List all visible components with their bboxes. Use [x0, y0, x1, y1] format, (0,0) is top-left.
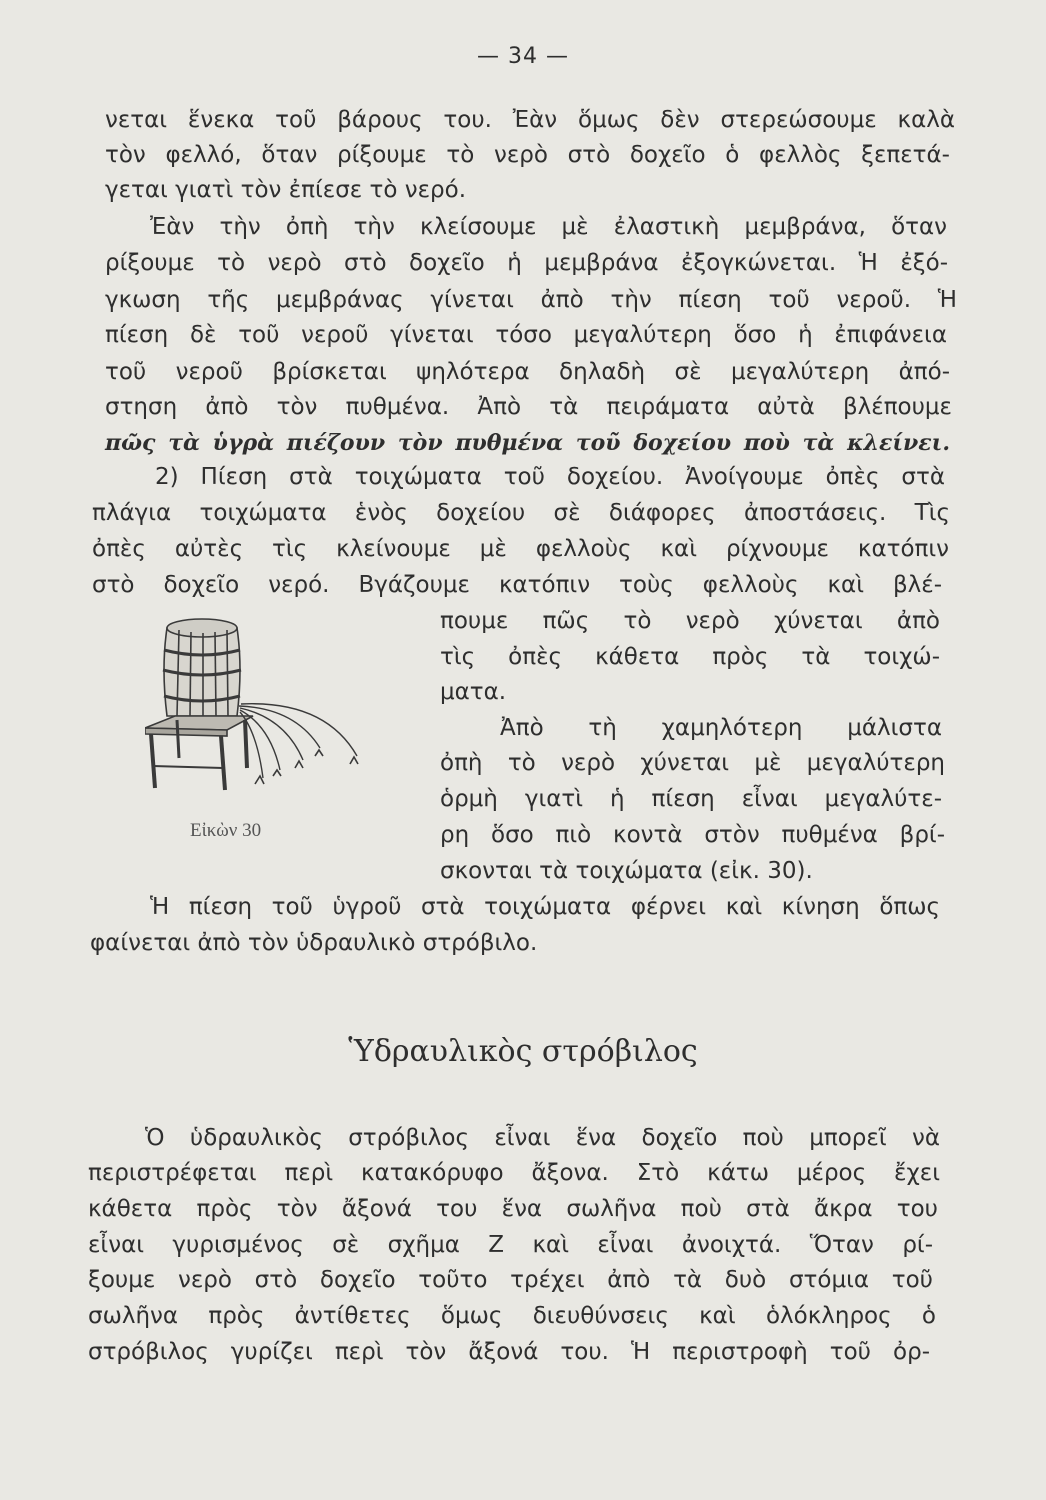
section-heading: Ὑδραυλικὸς στρόβιλος: [348, 1034, 698, 1069]
text-line: στρόβιλος γυρίζει περὶ τὸν ἄξονά του. Ἡ περιστροφὴ τοῦ ὀρ-: [88, 1339, 930, 1365]
text-line: ρίξουμε τὸ νερὸ στὸ δοχεῖο ἡ μεμβράνα ἐξογκώνεται. Ἡ ἐξό-: [105, 250, 948, 276]
text-line: ὀπὴ τὸ νερὸ χύνεται μὲ μεγαλύτερη: [440, 750, 945, 776]
text-line: Ἡ πίεση τοῦ ὑγροῦ στὰ τοιχώματα φέρνει καὶ κίνηση ὅπως: [150, 894, 940, 920]
text-line: ρη ὅσο πιὸ κοντὰ στὸν πυθμένα βρί-: [440, 822, 945, 848]
page-number: — 34 —: [477, 44, 569, 69]
text-line: σωλῆνα πρὸς ἀντίθετες ὅμως διευθύνσεις καὶ ὁλόκληρος ὁ: [88, 1303, 936, 1329]
text-line: ὁρμὴ γιατὶ ἡ πίεση εἶναι μεγαλύτε-: [440, 786, 942, 812]
text-line: Ἀπὸ τὴ χαμηλότερη μάλιστα: [500, 715, 942, 741]
text-line: νεται ἕνεκα τοῦ βάρους του. Ἐὰν ὅμως δὲν στερεώσουμε καλὰ: [105, 107, 955, 133]
text-line: ματα.: [440, 679, 507, 705]
text-line: τὸν φελλό, ὅταν ρίξουμε τὸ νερὸ στὸ δοχεῖο ὁ φελλὸς ξεπετά-: [105, 142, 950, 168]
text-line: εἶναι γυρισμένος σὲ σχῆμα Ζ καὶ εἶναι ἀνοιχτά. Ὅταν ρί-: [88, 1232, 933, 1258]
text-line: 2) Πίεση στὰ τοιχώματα τοῦ δοχείου. Ἀνοίγουμε ὀπὲς στὰ: [155, 464, 945, 490]
figure-caption: Εἰκὼν 30: [190, 820, 262, 841]
emphasized-line: πῶς τὰ ὑγρὰ πιέζουν τὸν πυθμένα τοῦ δοχείου ποὺ τὰ κλείνει.: [105, 430, 950, 456]
text-line: σκονται τὰ τοιχώματα (εἰκ. 30).: [440, 858, 813, 884]
text-line: γεται γιατὶ τὸν ἐπίεσε τὸ νερό.: [105, 177, 467, 203]
text-line: φαίνεται ἀπὸ τὸν ὑδραυλικὸ στρόβιλο.: [90, 930, 538, 956]
text-line: Ὁ ὑδραυλικὸς στρόβιλος εἶναι ἕνα δοχεῖο ποὺ μπορεῖ νὰ: [145, 1125, 940, 1151]
text-line: Ἐὰν τὴν ὀπὴ τὴν κλείσουμε μὲ ἐλαστικὴ μεμβράνα, ὅταν: [150, 214, 947, 240]
text-line: κάθετα πρὸς τὸν ἄξονά του ἕνα σωλῆνα ποὺ στὰ ἄκρα του: [88, 1196, 938, 1222]
barrel-illustration: [145, 608, 375, 808]
text-line: στὸ δοχεῖο νερό. Βγάζουμε κατόπιν τοὺς φελλοὺς καὶ βλέ-: [92, 572, 942, 598]
text-line: τοῦ νεροῦ βρίσκεται ψηλότερα δηλαδὴ σὲ μεγαλύτερη ἀπό-: [105, 359, 950, 385]
text-line: περιστρέφεται περὶ κατακόρυφο ἄξονα. Στὸ κάτω μέρος ἔχει: [88, 1160, 940, 1186]
text-line: πίεση δὲ τοῦ νεροῦ γίνεται τόσο μεγαλύτερη ὅσο ἡ ἐπιφάνεια: [105, 322, 947, 348]
text-line: πουμε πῶς τὸ νερὸ χύνεται ἀπὸ: [440, 608, 940, 634]
text-line: πλάγια τοιχώματα ἑνὸς δοχείου σὲ διάφορες ἀποστάσεις. Τὶς: [92, 500, 950, 526]
text-line: ξουμε νερὸ στὸ δοχεῖο τοῦτο τρέχει ἀπὸ τὰ δυὸ στόμια τοῦ: [88, 1267, 933, 1293]
text-line: ὀπὲς αὐτὲς τὶς κλείνουμε μὲ φελλοὺς καὶ ρίχνουμε κατόπιν: [92, 536, 949, 562]
text-line: στηση ἀπὸ τὸν πυθμένα. Ἀπὸ τὰ πειράματα αὐτὰ βλέπουμε: [105, 394, 952, 420]
text-line: γκωση τῆς μεμβράνας γίνεται ἀπὸ τὴν πίεση τοῦ νεροῦ. Ἡ: [105, 287, 957, 313]
text-line: τὶς ὀπὲς κάθετα πρὸς τὰ τοιχώ-: [440, 644, 940, 670]
